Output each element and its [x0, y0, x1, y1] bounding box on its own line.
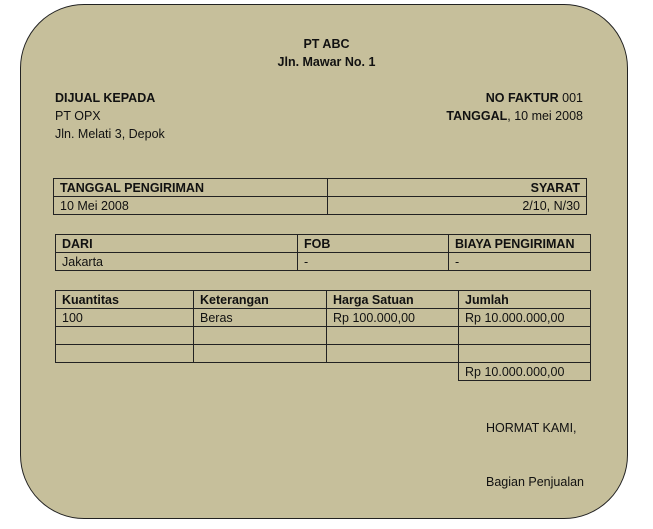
invoice-date-value: , 10 mei 2008	[507, 109, 583, 123]
table-row	[54, 179, 587, 197]
shipping-date-header: TANGGAL PENGIRIMAN	[54, 179, 328, 197]
item-description: Beras	[194, 309, 327, 327]
buyer-address: Jln. Melati 3, Depok	[55, 127, 165, 141]
table-header-row	[56, 291, 591, 309]
item-quantity: 100	[56, 309, 194, 327]
invoice-date-label: TANGGAL	[446, 109, 508, 123]
table-row	[54, 197, 587, 215]
table-row	[56, 253, 591, 271]
items-table	[55, 290, 591, 381]
shipping-terms-table	[53, 178, 587, 215]
description-header: Keterangan	[194, 291, 327, 309]
invoice-number-value: 001	[562, 91, 583, 105]
buyer-label: DIJUAL KEPADA	[55, 91, 156, 105]
item-quantity	[56, 345, 194, 363]
company-name: PT ABC	[303, 37, 350, 51]
amount-header: Jumlah	[459, 291, 591, 309]
terms-value: 2/10, N/30	[328, 197, 587, 215]
invoice-number-label: NO FAKTUR	[485, 91, 559, 105]
closing-department: Bagian Penjualan	[486, 475, 584, 489]
shipping-date-value: 10 Mei 2008	[54, 197, 328, 215]
invoice-number	[486, 90, 583, 106]
table-row	[56, 327, 591, 345]
fob-value: -	[298, 253, 449, 271]
item-unit-price: Rp 100.000,00	[327, 309, 459, 327]
table-row	[56, 235, 591, 253]
unit-price-header: Harga Satuan	[327, 291, 459, 309]
quantity-header: Kuantitas	[56, 291, 194, 309]
company-address: Jln. Mawar No. 1	[277, 55, 376, 69]
shipping-cost-header: BIAYA PENGIRIMAN	[449, 235, 591, 253]
table-row	[56, 345, 591, 363]
origin-header: DARI	[56, 235, 298, 253]
total-amount: Rp 10.000.000,00	[459, 363, 591, 381]
origin-value: Jakarta	[56, 253, 298, 271]
terms-header: SYARAT	[328, 179, 587, 197]
item-amount: Rp 10.000.000,00	[459, 309, 591, 327]
fob-header: FOB	[298, 235, 449, 253]
table-row	[56, 309, 591, 327]
invoice-date	[446, 108, 583, 124]
item-unit-price	[327, 345, 459, 363]
item-amount	[459, 345, 591, 363]
total-row	[56, 363, 591, 381]
item-description	[194, 345, 327, 363]
shipping-cost-value: -	[449, 253, 591, 271]
item-amount	[459, 327, 591, 345]
item-unit-price	[327, 327, 459, 345]
closing-regards: HORMAT KAMI,	[486, 421, 577, 435]
buyer-name: PT OPX	[55, 109, 101, 123]
item-quantity	[56, 327, 194, 345]
item-description	[194, 327, 327, 345]
origin-table	[55, 234, 591, 271]
